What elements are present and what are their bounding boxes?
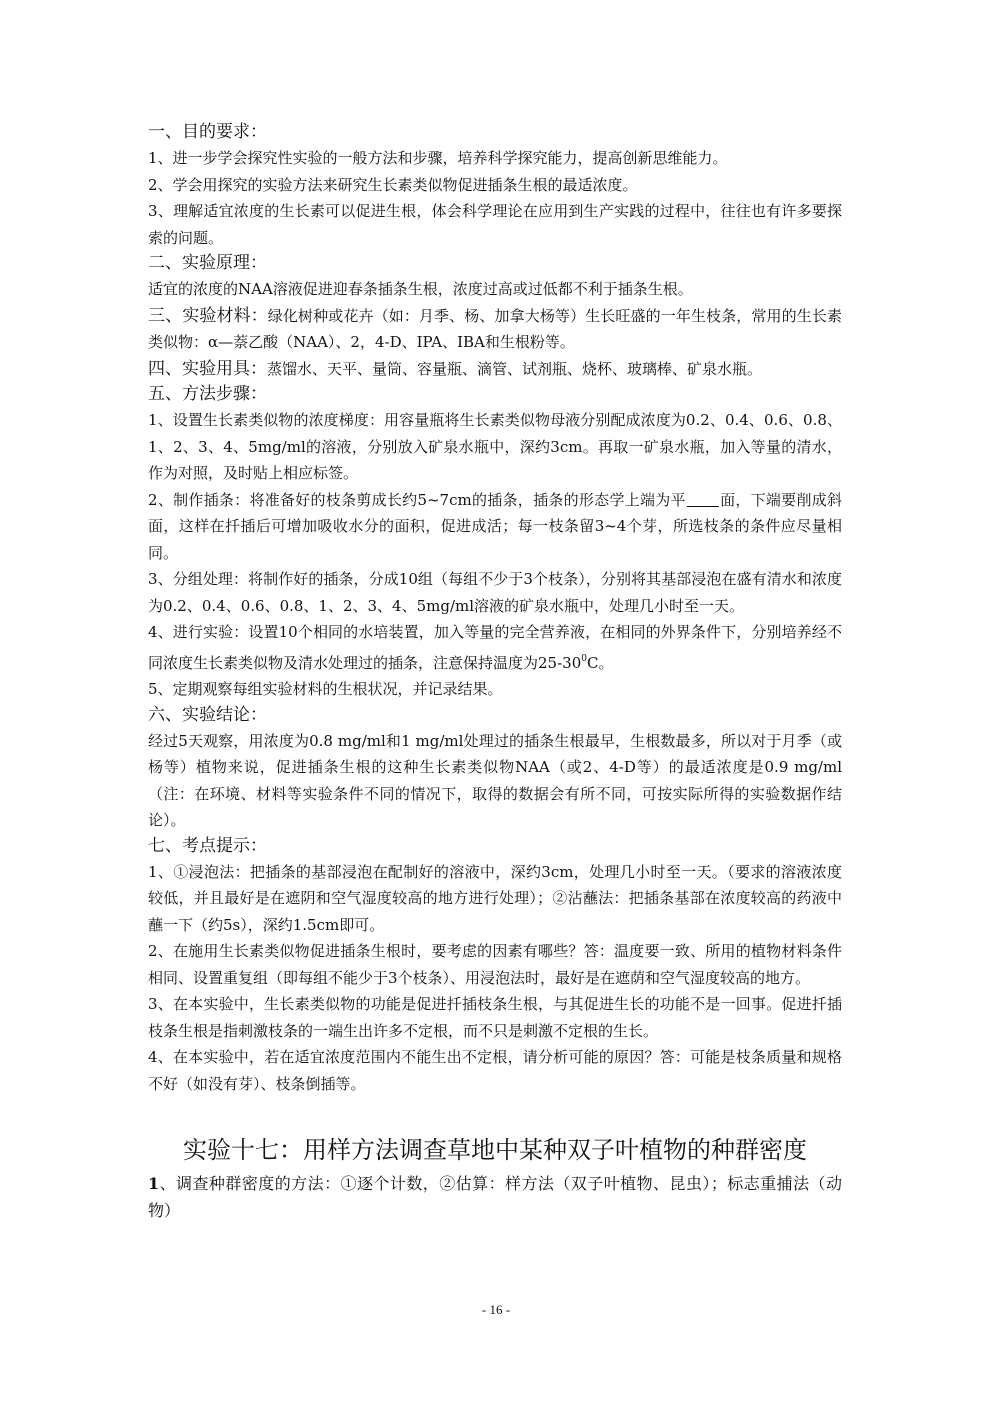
materials-text: 绿化树种或花卉（如：月季、杨、加拿大杨等）生长旺盛的一年生枝条，常用的生长素类似物：α—萘乙酸（NAA）、2，4-D、IPA、IBA和生根粉等。 <box>148 306 842 351</box>
step-4-part-a: 4、进行实验：设置10个相同的水培装置，加入等量的完全营养液，在相同的外界条件下，分别培养经不同浓度生长素类似物及清水处理过的插条，注意保持温度为25-30 <box>148 623 842 672</box>
section-heading-key-points: 七、考点提示： <box>148 835 267 856</box>
section-heading-principle: 二、实验原理： <box>148 253 267 273</box>
degree-superscript: 0 <box>581 653 587 664</box>
section-heading-materials: 三、实验材料： <box>148 305 268 326</box>
tools-paragraph <box>148 356 842 383</box>
tools-text: 蒸馏水、天平、量筒、容量瓶、滴管、试剂瓶、烧杯、玻璃棒、矿泉水瓶。 <box>267 359 763 378</box>
item-text: 、调查种群密度的方法：①逐个计数，②估算：样方法（双子叶植物、昆虫）；标志重捕法（动物） <box>148 1174 842 1220</box>
step-4-part-b: C。 <box>586 653 614 672</box>
key-point-4: 4、在本实验中，若在适宜浓度范围内不能生出不定根，请分析可能的原因？答：可能是枝条质量和规格不好（如没有芽）、枝条倒插等。 <box>148 1048 842 1093</box>
step-1: 1、设置生长素类似物的浓度梯度：用容量瓶将生长素类似物母液分别配成浓度为0.2、0.4、0.6、0.8、1、2、3、4、5mg/ml的溶液，分别放入矿泉水瓶中，深约3cm。再取一矿泉水瓶，加入等量的清水，作为对照，及时贴上相应标签。 <box>148 411 842 482</box>
step-3: 3、分组处理：将制作好的插条，分成10组（每组不少于3个枝条），分别将其基部浸泡在盛有清水和浓度为0.2、0.4、0.6、0.8、1、2、3、4、5mg/ml溶液的矿泉水瓶中，处理几小时至一天。 <box>148 570 842 615</box>
principle-text: 适宜的浓度的NAA溶液促进迎春条插条生根，浓度过高或过低都不利于插条生根。 <box>148 280 693 298</box>
page-number: - 16 - <box>481 1302 511 1317</box>
step-2-part-a: 2、制作插条：将准备好的枝条剪成长约5~7cm的插条，插条的形态学上端为平 <box>148 490 686 509</box>
document-body <box>148 120 842 1224</box>
goal-item-2: 2、学会用探究的实验方法来研究生长素类似物促进插条生根的最适浓度。 <box>148 175 638 194</box>
experiment-17-title: 实验十七：用样方法调查草地中某种双子叶植物的种群密度 <box>183 1136 807 1164</box>
section-heading-steps: 五、方法步骤： <box>148 384 267 404</box>
step-2 <box>148 487 842 567</box>
key-point-3: 3、在本实验中，生长素类似物的功能是促进扦插枝条生根，与其促进生长的功能不是一回事。促进扦插枝条生根是指刺激枝条的一端生出许多不定根，而不只是刺激不定根的生长。 <box>148 995 842 1040</box>
key-point-1: 1、①浸泡法：把插条的基部浸泡在配制好的溶液中，深约3cm，处理几小时至一天。（要求的溶液浓度较低，并且最好是在遮阴和空气湿度较高的地方进行处理）；②沾蘸法：把插条基部在浓度较高的药液中蘸一下（约5s），深约1.5cm即可。 <box>148 862 842 934</box>
experiment-17-item-1 <box>148 1171 842 1224</box>
step-4 <box>148 619 842 676</box>
section-heading-tools: 四、实验用具： <box>148 358 267 379</box>
step-5: 5、定期观察每组实验材料的生根状况，并记录结果。 <box>148 680 503 698</box>
section-heading-conclusion: 六、实验结论： <box>148 704 267 725</box>
fill-in-blank <box>687 492 719 507</box>
item-number: 1 <box>148 1174 160 1193</box>
section-heading-goals: 一、目的要求： <box>148 122 267 142</box>
goal-item-1: 1、进一步学会探究性实验的一般方法和步骤，培养科学探究能力，提高创新思维能力。 <box>148 149 728 167</box>
conclusion-text: 经过5天观察，用浓度为0.8 mg/ml和1 mg/ml处理过的插条生根最早，生根数最多，所以对于月季（或杨等）植物来说，促进插条生根的这种生长素类似物NAA（或2、4-D等）的最适浓度是0.9 mg/ml（注：在环境、材料等实验条件不同的情况下，取得的数据会有所不同，可按实际所得的实验数据作结论）。 <box>148 731 842 829</box>
step-2-part-b: 面，下端要削成斜面，这样在扦插后可增加吸收水分的面积，促进成活；每一枝条留3~4个芽，所选枝条的条件应尽量相同。 <box>148 490 842 562</box>
goal-item-3: 3、理解适宜浓度的生长素可以促进生根，体会科学理论在应用到生产实践的过程中，往往也有许多要探索的问题。 <box>148 202 842 247</box>
key-point-2: 2、在施用生长素类似物促进插条生根时，要考虑的因素有哪些？答：温度要一致、所用的植物材料条件相同、设置重复组（即每组不能少于3个枝条）、用浸泡法时，最好是在遮荫和空气湿度较高的地方。 <box>148 942 842 987</box>
materials-paragraph <box>148 303 842 356</box>
